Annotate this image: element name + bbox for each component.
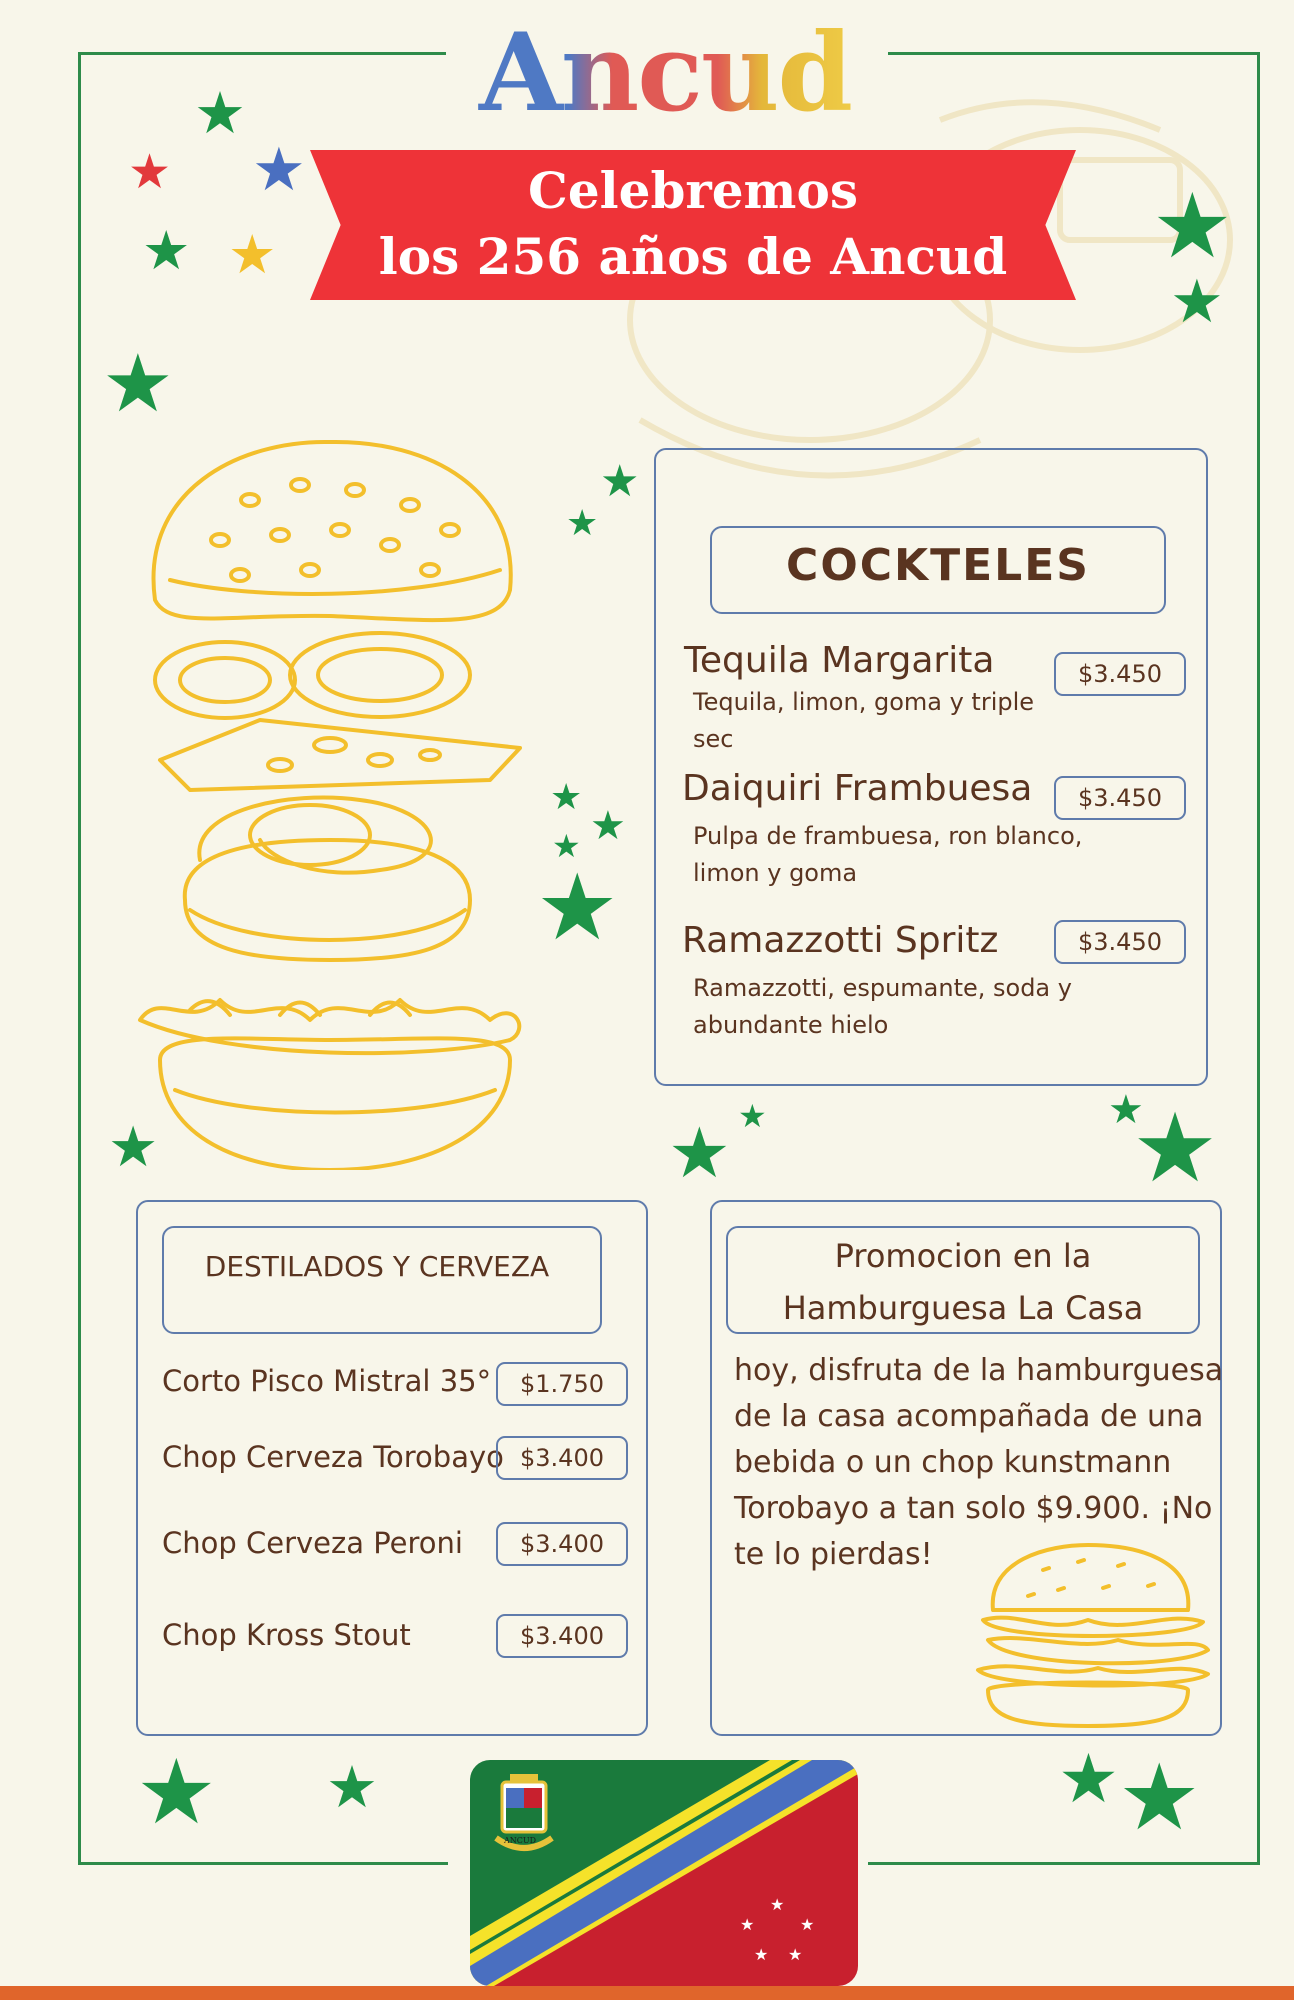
bottom-bar — [0, 1986, 1294, 2000]
frame-left — [78, 52, 81, 1864]
cocktail-name: Tequila Margarita — [684, 640, 995, 681]
cocktail-name: Daiquiri Frambuesa — [682, 768, 1033, 809]
burger-illustration — [130, 430, 550, 1170]
description-line: Pulpa de frambuesa, ron blanco, — [693, 822, 1083, 850]
promo-body-line: de la casa acompañada de una — [734, 1399, 1204, 1434]
description-line: sec — [693, 725, 734, 753]
banner-text — [310, 158, 1076, 290]
small-burger-illustration — [958, 1540, 1218, 1730]
spirit-price: $3.400 — [496, 1614, 628, 1658]
seal-label: ANCUD — [504, 1836, 537, 1845]
spirit-price: $3.400 — [496, 1522, 628, 1566]
cocktail-description — [693, 818, 1082, 892]
promo-title — [726, 1230, 1200, 1334]
cocktail-description — [693, 684, 1034, 758]
star-icon: ★ — [600, 456, 640, 507]
star-icon: ★ — [108, 1115, 159, 1180]
star-icon: ★ — [1118, 1744, 1201, 1851]
star-icon: ★ — [326, 1753, 378, 1821]
banner-line-1: Celebremos — [528, 161, 858, 220]
cocktail-name: Ramazzotti Spritz — [682, 920, 999, 961]
spirit-price: $3.400 — [496, 1436, 628, 1480]
star-icon: ★ — [536, 854, 619, 961]
star-icon: ★ — [1152, 174, 1233, 279]
description-line: limon y goma — [693, 859, 858, 887]
star-icon: ★ — [552, 827, 581, 865]
svg-text:★: ★ — [770, 1895, 785, 1914]
star-icon: ★ — [738, 1097, 767, 1135]
promo-body-line: te lo pierdas! — [734, 1537, 933, 1572]
frame-top-left — [78, 52, 446, 55]
promo-body-line: hoy, disfruta de la hamburguesa — [734, 1353, 1224, 1388]
frame-bottom-left — [78, 1862, 448, 1865]
star-icon: ★ — [550, 777, 583, 818]
star-icon: ★ — [566, 503, 599, 544]
description-line: Tequila, limon, goma y triple — [693, 688, 1035, 716]
cocktail-description — [693, 970, 1072, 1044]
svg-text:★: ★ — [740, 1915, 755, 1934]
description-line: abundante hielo — [693, 1011, 889, 1039]
spirit-name: Chop Cerveza Torobayo — [162, 1440, 504, 1474]
spirit-name: Chop Kross Stout — [162, 1618, 411, 1652]
description-line: Ramazzotti, espumante, soda y — [693, 974, 1072, 1002]
star-icon: ★ — [128, 144, 172, 200]
svg-text:★: ★ — [800, 1915, 815, 1934]
spirit-name: Corto Pisco Mistral 35° — [162, 1364, 492, 1398]
star-icon: ★ — [1058, 1740, 1119, 1819]
star-icon: ★ — [1132, 1092, 1219, 1204]
star-icon: ★ — [194, 79, 246, 147]
svg-text:★: ★ — [788, 1945, 803, 1964]
star-icon: ★ — [142, 219, 191, 282]
star-icon: ★ — [1108, 1087, 1144, 1133]
promo-title-line: Hamburguesa La Casa — [782, 1289, 1144, 1327]
star-icon: ★ — [102, 337, 174, 430]
spirits-title: DESTILADOS Y CERVEZA — [204, 1250, 550, 1283]
cocktails-title: COCKTELES — [786, 540, 1090, 591]
promo-body-line: bebida o un chop kunstmann — [734, 1445, 1172, 1480]
cocktail-price: $3.450 — [1054, 920, 1186, 964]
ancud-flag — [470, 1760, 858, 1986]
cocktail-price: $3.450 — [1054, 652, 1186, 696]
spirit-name: Chop Cerveza Peroni — [162, 1526, 463, 1560]
star-icon: ★ — [1170, 267, 1224, 337]
frame-bottom-right — [868, 1862, 1260, 1865]
ancud-logo-text: Ancud — [445, 8, 885, 138]
city-seal-icon — [492, 1772, 556, 1858]
promo-body-line: Torobayo a tan solo $9.900. ¡No — [734, 1491, 1213, 1526]
star-icon: ★ — [668, 1112, 731, 1194]
star-icon: ★ — [252, 135, 306, 205]
promo-title-line: Promocion en la — [834, 1237, 1092, 1275]
svg-text:★: ★ — [754, 1945, 769, 1964]
star-icon: ★ — [136, 1740, 217, 1845]
frame-top-right — [888, 52, 1260, 55]
cocktail-price: $3.450 — [1054, 776, 1186, 820]
star-icon: ★ — [228, 223, 277, 286]
star-icon: ★ — [590, 803, 626, 849]
spirit-price: $1.750 — [496, 1362, 628, 1406]
banner-line-2: los 256 años de Ancud — [378, 227, 1008, 286]
